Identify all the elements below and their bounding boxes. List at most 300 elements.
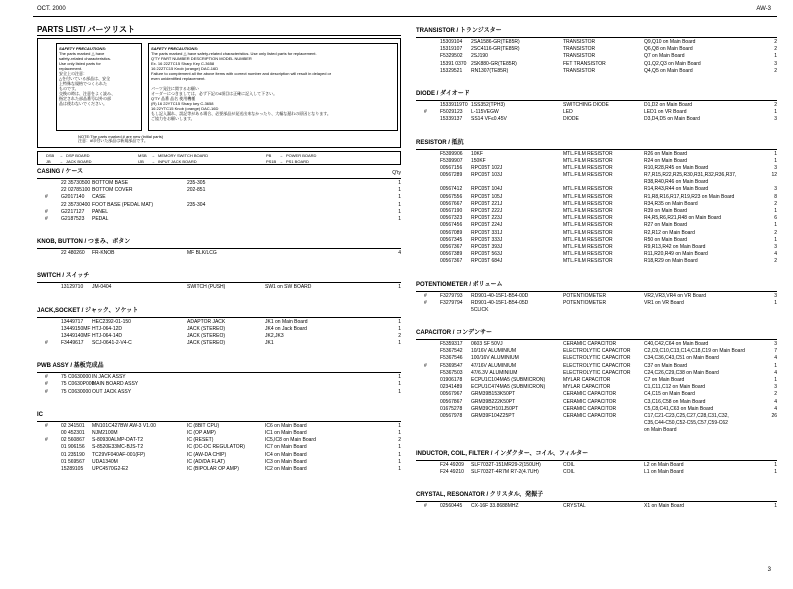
part-qty: 3 bbox=[774, 384, 777, 391]
part-qty: 3 bbox=[774, 292, 777, 299]
section-spacer bbox=[416, 510, 777, 522]
part-desc: RPC05T 104J bbox=[471, 186, 503, 193]
part-loc: R9,R13,R42 on Main Board bbox=[644, 243, 706, 250]
legend-code: IJB bbox=[138, 159, 144, 164]
part-loc: R1,R8,R16,R17,R19,R23 on Main Board bbox=[644, 193, 735, 200]
part-desc: HTJ-064-14D bbox=[92, 332, 123, 339]
part-qty: 1 bbox=[398, 422, 401, 429]
section-title: RESISTOR / 抵抗 bbox=[416, 139, 464, 146]
section-header bbox=[37, 165, 401, 180]
board-legend bbox=[37, 151, 401, 165]
table-row bbox=[416, 61, 777, 68]
part-spec: CERAMIC CAPACITOR bbox=[563, 341, 617, 348]
part-spec: 235-304 bbox=[187, 201, 206, 208]
table-row bbox=[416, 158, 777, 165]
part-spec: POTENTIOMETER bbox=[563, 292, 607, 299]
part-part: 01906178 bbox=[440, 377, 463, 383]
part-loc: JK2,JK3 bbox=[265, 332, 284, 339]
part-spec: IC (8BIT CPU) bbox=[187, 422, 220, 429]
table-row bbox=[416, 370, 777, 377]
part-spec: MTL.FILM RESISTOR bbox=[563, 258, 613, 265]
part-qty: 7 bbox=[774, 348, 777, 355]
part-spec: MTL.FILM RESISTOR bbox=[563, 222, 613, 229]
part-part: 00567089 bbox=[440, 229, 463, 236]
part-mark: # bbox=[45, 422, 48, 429]
part-qty: 3 bbox=[774, 116, 777, 123]
part-desc: NJM2100M bbox=[92, 430, 118, 436]
part-loc: R2,R12 on Main Board bbox=[644, 229, 695, 236]
part-desc: MAIN BOARD ASSY bbox=[92, 381, 139, 388]
part-part: 00567967 bbox=[440, 391, 463, 398]
part-part: 75 C0630000 bbox=[61, 374, 92, 381]
part-desc: OUT JACK ASSY bbox=[92, 388, 132, 395]
part-desc: SLF7032T-151MR29-2(150UH) bbox=[471, 461, 541, 468]
part-qty: 1 bbox=[398, 208, 401, 215]
part-qty: 1 bbox=[774, 53, 777, 60]
part-part: 02560445 bbox=[440, 502, 463, 509]
arrow-right-icon: → bbox=[151, 159, 155, 164]
table-row bbox=[416, 391, 777, 398]
left-parts-list bbox=[37, 165, 401, 485]
part-desc: JM-0404 bbox=[92, 284, 112, 291]
part-mark: # bbox=[424, 109, 427, 116]
part-spec: MTL.FILM RESISTOR bbox=[563, 208, 613, 214]
table-row bbox=[416, 102, 777, 109]
part-part: 00567323 bbox=[440, 215, 463, 222]
part-part: 15319107 bbox=[440, 46, 463, 53]
table-row bbox=[416, 116, 777, 123]
table-row bbox=[37, 430, 401, 437]
part-part: 02 341501 bbox=[61, 422, 85, 429]
section-header bbox=[37, 359, 401, 374]
part-loc: JK1 on Main Board bbox=[265, 318, 308, 325]
section-header bbox=[416, 447, 777, 462]
section-spacer bbox=[37, 257, 401, 269]
section-spacer bbox=[416, 435, 777, 447]
section-spacer bbox=[37, 396, 401, 408]
legend-name: MEMORY SWITCH BOARD bbox=[158, 153, 209, 158]
arrow-right-icon: → bbox=[59, 159, 63, 164]
part-part: 13449140MF bbox=[61, 332, 91, 339]
table-row bbox=[37, 452, 401, 459]
section-rule bbox=[416, 100, 777, 101]
part-mark: # bbox=[424, 299, 427, 306]
part-qty: 6 bbox=[774, 215, 777, 222]
part-desc: S-8520E33MC-BJS-T2 bbox=[92, 444, 144, 451]
part-qty: 4 bbox=[774, 405, 777, 412]
section-title: CAPACITOR / コンデンサー bbox=[416, 330, 492, 337]
section-title: SWITCH / スイッチ bbox=[37, 273, 90, 280]
part-qty: 26 bbox=[771, 412, 777, 419]
arrow-right-icon: → bbox=[151, 153, 155, 158]
header-model: AW-3 bbox=[756, 6, 771, 12]
table-row bbox=[416, 230, 777, 237]
part-qty: 3 bbox=[774, 164, 777, 171]
left-column bbox=[37, 24, 401, 485]
part-spec: COIL bbox=[563, 468, 575, 475]
table-row bbox=[416, 355, 777, 362]
table-row bbox=[37, 202, 401, 209]
part-desc: RPC05T 224J bbox=[471, 222, 503, 229]
table-row bbox=[37, 187, 401, 194]
section-title: PWB ASSY / 基板完成品 bbox=[37, 363, 104, 370]
part-loc: IC3 on Main Board bbox=[265, 458, 307, 465]
table-row bbox=[416, 348, 777, 355]
part-qty: 1 bbox=[398, 187, 401, 194]
part-part: 00567289 bbox=[440, 172, 463, 179]
table-row bbox=[416, 53, 777, 60]
table-row bbox=[416, 377, 777, 384]
part-qty: 12 bbox=[771, 172, 777, 179]
part-loc: C3,C16,C58 on Main Board bbox=[644, 398, 706, 405]
part-mark: # bbox=[424, 292, 427, 299]
part-desc: RPC05T 331J bbox=[471, 229, 503, 236]
part-loc: IC1 on Main Board bbox=[265, 430, 307, 436]
safety-en-title: SAFETY PRECAUTIONS: bbox=[59, 46, 107, 51]
part-part: 75 C0630P000 bbox=[61, 381, 95, 388]
section-header bbox=[37, 235, 401, 250]
part-qty: 1 bbox=[398, 318, 401, 325]
table-row bbox=[37, 381, 401, 388]
part-loc: D1,D2 on Main Board bbox=[644, 101, 693, 108]
part-loc: JK1 bbox=[265, 340, 274, 347]
part-spec: IC (AD/DA FLAT) bbox=[187, 458, 225, 465]
part-desc: HEC2392-01-150 bbox=[92, 318, 131, 325]
part-desc: BOTTOM COVER bbox=[92, 187, 133, 194]
part-desc: TC29VF040AF-001(FP) bbox=[92, 451, 146, 458]
legend-name: JACK BOARD bbox=[66, 159, 92, 164]
part-qty: 1 bbox=[774, 362, 777, 369]
part-loc: IC5,IC8 on Main Board bbox=[265, 437, 316, 444]
part-part: 00567667 bbox=[440, 200, 463, 207]
part-desc: SCJ-0641-2-V4-C bbox=[92, 340, 132, 347]
table-row bbox=[416, 420, 777, 427]
part-desc: RPC05T 221J bbox=[471, 200, 503, 207]
page-number: 3 bbox=[767, 567, 771, 573]
part-part: G2187523 bbox=[61, 215, 85, 222]
part-spec: DIODE bbox=[563, 116, 579, 123]
part-qty: 1 bbox=[398, 381, 401, 388]
table-row bbox=[416, 215, 777, 222]
part-desc: HTJ-064-12D bbox=[92, 325, 123, 332]
table-row bbox=[416, 68, 777, 75]
right-parts-list bbox=[416, 24, 777, 522]
legend-name: INPUT JACK BOARD bbox=[158, 159, 197, 164]
part-loc: L1 on Main Board bbox=[644, 468, 684, 475]
part-spec: COIL bbox=[563, 461, 575, 468]
part-loc: R10,R28,R45 on Main Board bbox=[644, 164, 709, 171]
table-row bbox=[416, 165, 777, 172]
part-qty: 1 bbox=[774, 208, 777, 214]
section-rule bbox=[37, 421, 401, 422]
part-part: 01675278 bbox=[440, 405, 463, 412]
section-title: CRYSTAL, RESONATOR / クリスタル、発振子 bbox=[416, 491, 544, 498]
right-column bbox=[416, 24, 777, 522]
section-spacer bbox=[416, 476, 777, 488]
section-title: TRANSISTOR / トランジスター bbox=[416, 28, 502, 34]
legend-code: JB bbox=[46, 159, 51, 164]
part-qty: 1 bbox=[774, 157, 777, 164]
part-qty: 1 bbox=[774, 299, 777, 306]
part-desc: RD901-40-15F1-B54-05D bbox=[471, 299, 529, 306]
part-mark: # bbox=[45, 437, 48, 444]
part-loc: R38,R40,R46 on Main Board bbox=[644, 179, 709, 186]
part-qty: 1 bbox=[398, 374, 401, 381]
part-qty: 2 bbox=[398, 332, 401, 339]
part-mark: # bbox=[45, 388, 48, 395]
table-row bbox=[416, 186, 777, 193]
part-desc: GRM39B153K50PT bbox=[471, 391, 516, 398]
part-loc: VR1 on VR Board bbox=[644, 299, 684, 306]
section-spacer bbox=[416, 314, 777, 326]
part-part: 22 35730400 bbox=[61, 201, 91, 208]
part-loc: LED1 on VR Board bbox=[644, 109, 687, 116]
header-date: OCT. 2000 bbox=[37, 6, 66, 12]
part-qty: 1 bbox=[774, 502, 777, 509]
part-loc: R26 on Main Board bbox=[644, 150, 688, 157]
section-rule bbox=[416, 291, 777, 292]
table-row bbox=[37, 444, 401, 451]
part-loc: C7 on Main Board bbox=[644, 377, 685, 383]
table-row bbox=[37, 459, 401, 466]
part-qty: 1 bbox=[398, 458, 401, 465]
part-spec: TRANSISTOR bbox=[563, 39, 596, 45]
section-spacer bbox=[37, 223, 401, 235]
part-spec: MTL.FILM RESISTOR bbox=[563, 193, 613, 200]
part-spec: IC (BIPOLAR OP AMP) bbox=[187, 465, 239, 472]
part-loc: C17,C21-C23,C25,C27,C28,C31,C32, bbox=[644, 412, 729, 419]
section-spacer bbox=[416, 75, 777, 87]
part-spec: CERAMIC CAPACITOR bbox=[563, 412, 617, 419]
header-rule bbox=[33, 16, 777, 17]
part-qty: 1 bbox=[398, 451, 401, 458]
part-loc: IC7 on Main Board bbox=[265, 444, 307, 451]
part-qty: 2 bbox=[774, 258, 777, 265]
part-loc: SW1 on SW BOARD bbox=[265, 284, 312, 291]
safety-jp-box bbox=[148, 43, 398, 131]
part-desc: RPC05T 105J bbox=[471, 193, 503, 200]
part-loc: Q9,Q10 on Main Board bbox=[644, 39, 696, 45]
part-part: 22 35730500 bbox=[61, 180, 91, 186]
part-qty: 1 bbox=[774, 222, 777, 229]
table-row bbox=[37, 374, 401, 381]
part-spec: ADAPTOR JACK bbox=[187, 318, 226, 325]
part-part: G2017140 bbox=[61, 194, 85, 201]
part-spec: IC (AW-DA CHIP) bbox=[187, 451, 227, 458]
part-qty: 2 bbox=[774, 67, 777, 74]
part-qty: 2 bbox=[774, 46, 777, 53]
section-header bbox=[37, 304, 401, 319]
section-spacer bbox=[37, 347, 401, 359]
table-row bbox=[416, 406, 777, 413]
part-desc: RPC05T 393J bbox=[471, 243, 503, 250]
part-loc: R27 on Main Board bbox=[644, 222, 688, 229]
part-desc: 10KF bbox=[471, 150, 483, 157]
part-part: F3279793 bbox=[440, 292, 463, 299]
part-part: F5369547 bbox=[440, 362, 463, 369]
part-desc: ECPU1C104MA5 (SUBMICRON) bbox=[471, 377, 546, 383]
part-part: F5359317 bbox=[440, 341, 463, 348]
part-spec: MTL.FILM RESISTOR bbox=[563, 251, 613, 258]
part-desc: RPC05T 222J bbox=[471, 208, 503, 214]
section-header bbox=[416, 87, 777, 102]
part-loc: C1,C11,C12 on Main Board bbox=[644, 384, 706, 391]
part-spec: MTL.FILM RESISTOR bbox=[563, 236, 613, 243]
part-loc: R39 on Main Board bbox=[644, 208, 688, 214]
table-row bbox=[416, 208, 777, 215]
safety-jp-title: SAFETY PRECAUTIONS: bbox=[151, 46, 199, 51]
part-qty: 4 bbox=[774, 251, 777, 258]
section-title: INDUCTOR, COIL, FILTER / インダクター、コイル、フィルター bbox=[416, 450, 589, 457]
part-loc: R34,R35 on Main Board bbox=[644, 200, 698, 207]
section-rule bbox=[416, 339, 777, 340]
part-desc: PEDAL bbox=[92, 215, 109, 222]
part-part: F5029123 bbox=[440, 109, 463, 116]
part-spec: CERAMIC CAPACITOR bbox=[563, 391, 617, 398]
part-loc: Q7 on Main Board bbox=[644, 53, 685, 60]
part-desc: 1SS352(TPH3) bbox=[471, 101, 505, 108]
part-loc: VR2,VR3,VR4 on VR Board bbox=[644, 292, 706, 299]
part-desc: BOTTOM BASE bbox=[92, 180, 129, 186]
table-row bbox=[37, 423, 401, 430]
part-desc: SLF7032T-4R7M R7-2(4.7UH) bbox=[471, 468, 539, 475]
page-title: PARTS LIST/ パーツリスト bbox=[37, 25, 136, 34]
part-spec: MTL.FILM RESISTOR bbox=[563, 200, 613, 207]
part-desc: MN101C427BW AW-3 V1.00 bbox=[92, 422, 156, 429]
part-qty: 1 bbox=[398, 325, 401, 332]
part-spec: SWITCH (PUSH) bbox=[187, 284, 226, 291]
legend-code: PS1B bbox=[266, 159, 277, 164]
table-row bbox=[416, 109, 777, 116]
part-qty: 1 bbox=[774, 461, 777, 468]
table-row bbox=[37, 326, 401, 333]
part-qty: 1 bbox=[398, 215, 401, 222]
part-desc: SS14 VF≤0.45V bbox=[471, 116, 507, 123]
part-qty: 3 bbox=[774, 243, 777, 250]
title-row bbox=[37, 24, 401, 36]
part-loc: JK4 on Jack Board bbox=[265, 325, 307, 332]
part-spec: IC (OP AMP) bbox=[187, 430, 216, 436]
part-desc: RPC05T 684J bbox=[471, 258, 503, 265]
part-loc: R4,R5,R6,R21,R48 on Main Board bbox=[644, 215, 721, 222]
part-loc: R50 on Main Board bbox=[644, 236, 688, 243]
part-desc: RN1307(TE85R) bbox=[471, 67, 509, 74]
table-row bbox=[416, 258, 777, 265]
part-part: 00567389 bbox=[440, 251, 463, 258]
part-part: 00567156 bbox=[440, 164, 463, 171]
part-desc: PANEL bbox=[92, 208, 109, 215]
part-spec: ELECTROLYTIC CAPACITOR bbox=[563, 348, 631, 355]
part-spec: TRANSISTOR bbox=[563, 53, 596, 60]
part-qty: 2 bbox=[774, 229, 777, 236]
part-loc: Q1,Q2,Q3 on Main Board bbox=[644, 60, 701, 67]
part-mark: # bbox=[424, 502, 427, 509]
part-qty: 1 bbox=[398, 180, 401, 186]
section-rule bbox=[37, 248, 401, 249]
section-title: POTENTIOMETER / ボリューム bbox=[416, 281, 503, 288]
part-desc: 47/16V ALUMINIUM bbox=[471, 362, 517, 369]
part-loc: Q6,Q8 on Main Board bbox=[644, 46, 693, 53]
arrow-right-icon: → bbox=[59, 153, 63, 158]
section-rule bbox=[37, 372, 401, 373]
part-spec: IC (DC-DC REGULATOR) bbox=[187, 444, 245, 451]
legend-name: POWER BOARD bbox=[286, 153, 317, 158]
part-spec: CERAMIC CAPACITOR bbox=[563, 405, 617, 412]
part-qty: 3 bbox=[774, 60, 777, 67]
part-desc: UDA1340M bbox=[92, 458, 118, 465]
part-qty: 2 bbox=[774, 391, 777, 398]
table-row bbox=[416, 363, 777, 370]
part-qty: 4 bbox=[774, 398, 777, 405]
part-qty: 2 bbox=[398, 437, 401, 444]
part-desc: 10/16V ALUMINIUM bbox=[471, 348, 517, 355]
part-desc: 2SK880-GR(TE85R) bbox=[471, 60, 517, 67]
part-qty: 1 bbox=[398, 340, 401, 347]
table-row bbox=[416, 222, 777, 229]
table-row bbox=[37, 180, 401, 187]
table-row bbox=[37, 466, 401, 473]
part-mark: # bbox=[45, 340, 48, 347]
part-desc: CASE bbox=[92, 194, 106, 201]
part-part: 01 235190 bbox=[61, 451, 85, 458]
part-spec: MTL.FILM RESISTOR bbox=[563, 164, 613, 171]
part-spec: MYLAR CAPACITOR bbox=[563, 384, 611, 391]
section-title: CASING / ケース bbox=[37, 169, 84, 175]
part-part: F5399907 bbox=[440, 157, 463, 164]
part-part: 15339137 bbox=[440, 116, 463, 123]
part-loc: IC4 on Main Board bbox=[265, 451, 307, 458]
part-part: F5367503 bbox=[440, 369, 463, 376]
section-rule bbox=[416, 501, 777, 502]
part-loc: IC2 on Main Board bbox=[265, 465, 307, 472]
table-row bbox=[416, 172, 777, 179]
part-desc: 100/16V ALUMINIUM bbox=[471, 355, 519, 362]
part-desc: 2SJ190 bbox=[471, 53, 488, 60]
part-qty: 4 bbox=[774, 355, 777, 362]
section-header bbox=[416, 24, 777, 39]
table-row bbox=[416, 151, 777, 158]
part-spec: TRANSISTOR bbox=[563, 46, 596, 53]
section-spacer bbox=[416, 124, 777, 136]
part-loc: X1 on Main Board bbox=[644, 502, 685, 509]
part-part: F5367546 bbox=[440, 355, 463, 362]
part-qty: 2 bbox=[774, 200, 777, 207]
table-row bbox=[37, 284, 401, 291]
part-desc: GRM39CH101J50PT bbox=[471, 405, 519, 412]
safety-precautions-box bbox=[37, 38, 401, 148]
section-header bbox=[416, 488, 777, 503]
part-qty: 3 bbox=[774, 186, 777, 193]
table-row bbox=[416, 300, 777, 307]
part-qty: 1 bbox=[398, 430, 401, 436]
section-rule bbox=[37, 317, 401, 318]
part-mark: # bbox=[45, 381, 48, 388]
part-loc: C4,C15 on Main Board bbox=[644, 391, 695, 398]
part-loc: IC6 on Main Board bbox=[265, 422, 307, 429]
part-qty: 1 bbox=[398, 444, 401, 451]
part-qty: 1 bbox=[774, 236, 777, 243]
part-spec: POTENTIOMETER bbox=[563, 299, 607, 306]
table-row bbox=[416, 251, 777, 258]
part-part: F3449617 bbox=[61, 340, 84, 347]
part-mark: # bbox=[424, 362, 427, 369]
part-desc: 2SA1586-GR(TE85R) bbox=[471, 39, 520, 45]
part-part: 02341489 bbox=[440, 384, 463, 391]
part-part: G2217127 bbox=[61, 208, 85, 215]
part-loc: R7,R15,R22,R25,R30,R31,R32,R36,R37, bbox=[644, 172, 737, 179]
table-row bbox=[416, 462, 777, 469]
table-row bbox=[416, 503, 777, 510]
